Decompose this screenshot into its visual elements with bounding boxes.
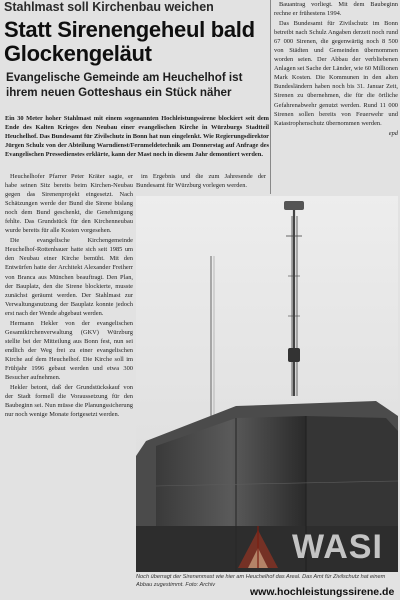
body-paragraph: Hekler betont, daß der Grundstückskauf von der Stadt formell die Voraussetzung für den Baubeginn sei. Nun müsse die Planungssicherung nur noch wenige Monate fortgesetzt werden. <box>5 384 133 419</box>
body-paragraph: Das Bundesamt für Zivilschutz im Bonn betreibt nach Schulz Angaben derzeit noch rund 67 000 Sirenen, die gegenwärtig noch 8 500 von Städten und Gemeinden übernommen worden seien. Der Abbau der verbliebenen Anlagen sei Sache der Länder, wie 60 Millionen Mark Kosten. Die Kommunen in den alten Bundesländern haben noch bis 31. Januar Zeit, Sirenen zu übernehmen, die für die örtliche Gefahrenabwehr genutzt werden. Rund 11 000 Sirenen sollen bereits von Feuerwehr und Katastrophenschutz übernommen werden. <box>274 20 398 127</box>
body-paragraph: im Ergebnis und die zum Jahresende der Bundesamt für Würzburg vorlegen werden. <box>136 173 266 190</box>
byline: epd <box>388 129 398 137</box>
photo-illustration <box>136 196 398 572</box>
subheadline: Evangelische Gemeinde am Heuchelhof ist ihrem neuen Gotteshaus ein Stück näher <box>6 71 243 99</box>
kicker-line: Stahlmast soll Kirchenbau weichen <box>4 0 214 14</box>
body-paragraph: Die evangelische Kirchengemeinde Heuchelhof-Rottenbauer hatte sich seit 1985 um den Neubau einer Kirche bemüht. Mit den Entwürfen hatte der Architekt Alexander Freiherr von Branca aus München beauftragt. Den Plan, der Bauplatz, den die Sirene blockierte, musste zunächst geräumt werden. Der Stahlmast zur Verwaltungsnutzung der Bauplatz konnte jedoch erst nach der Wende abgebaut werden. <box>5 237 133 317</box>
body-paragraph: Heuchelhofer Pfarrer Peter Kräter sagte, er habe seinen Sitz bereits beim Kirchen-Neubau gegen das Sirenenprojekt eingesetzt. Nach Schätzungen werde der Bund die Sirene bislang noch dem Bund geschenkt, die Genehmigung fehlte. Das Grundstück für den Kirchenneubau wurde bereits für alle Kosten vorgesehen. <box>5 173 133 235</box>
article-column-right <box>270 0 398 194</box>
watermark-text: WASI <box>292 528 383 566</box>
body-paragraph: Bauantrag vorliegt. Mit dem Baubeginn rechne er frühestens 1994. <box>274 1 398 18</box>
lead-paragraph: Ein 30 Meter hoher Stahlmast mit einem sogenannten Hochleistungssirene blockiert seit dem Ende des Kalten Krieges den Neubau einer evangelischen Kirche in Würzburgs Stadtteil Heuchelhof. Das Bundesamt für Zivilschutz in Bonn hat nun eingelenkt. Wie Regierungsdirektor Jürgen Schulz von der Abteilung Warndienst/Fernmeldetechnik am Donnerstag auf Anfrage des Evangelischen Pressedienstes erklärte, kann der Mast noch in diesem Jahr demontiert werden. <box>5 115 269 159</box>
body-paragraph: Hermann Hekler von der evangelischen Gesamtkirchenverwaltung (GKV) Würzburg stellte bei der Mitteilung aus Bonn fest, nun sei endlich der Weg frei zu einer evangelischen Kirche auf dem Heuchelhof. Die Kirche soll im Frühjahr 1996 gebaut werden und etwa 300 Besucher aufnehmen. <box>5 319 133 382</box>
photo-caption: Noch überragt der Sirenenmast wie hier am Heuchelhof das Areal. Das Amt für Zivilschutz hat einem Abbau zugestimmt. Foto: Archiv <box>136 574 386 588</box>
article-column-middle <box>136 172 266 196</box>
source-url: www.hochleistungssirene.de <box>250 586 395 598</box>
siren-mast-photo <box>136 196 398 572</box>
headline: Statt Sirenengeheul bald Glockengeläut <box>4 17 255 66</box>
article-column-left <box>5 172 133 556</box>
